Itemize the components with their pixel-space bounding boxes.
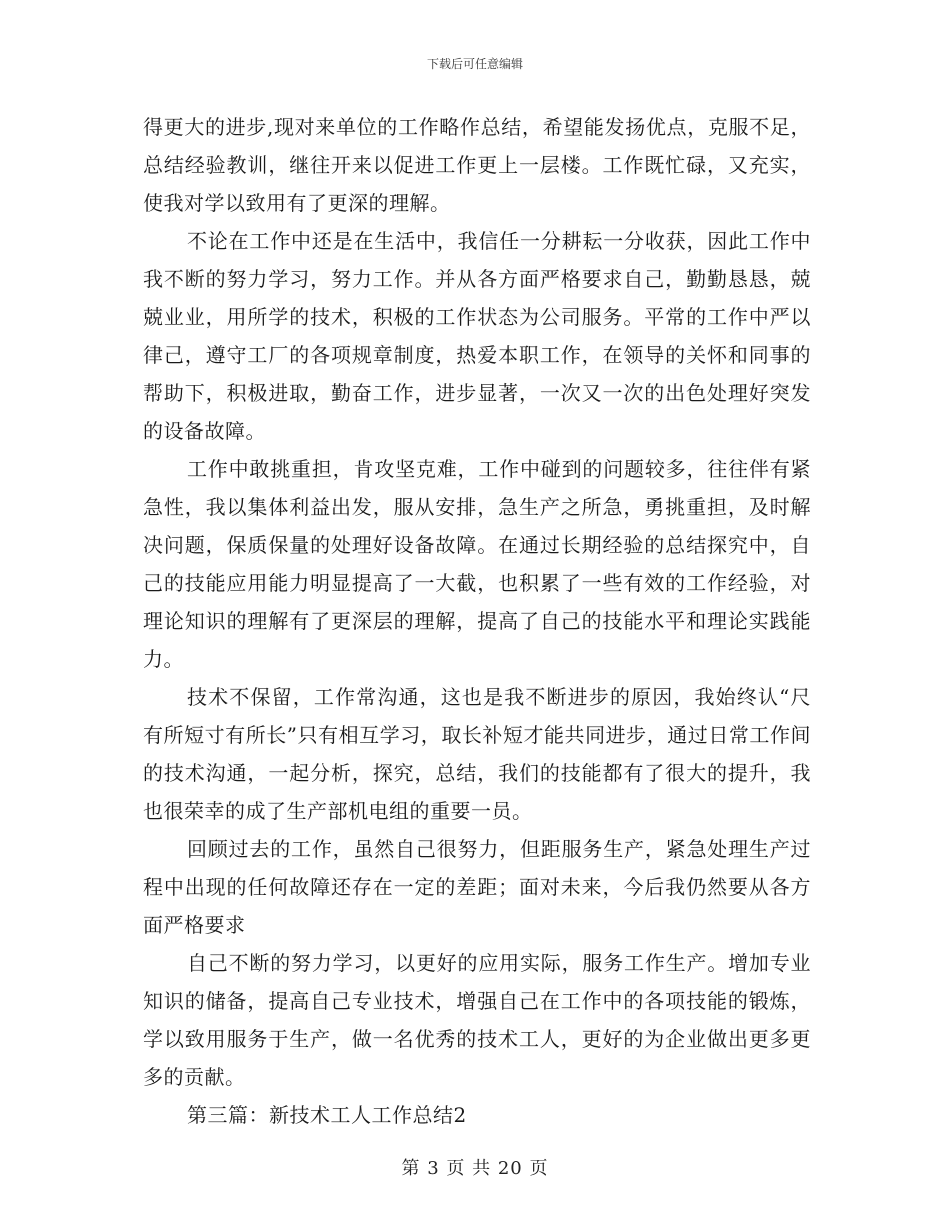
section-heading: 第三篇：新技术工人工作总结2 — [187, 1103, 467, 1127]
document-body — [143, 108, 811, 1134]
paragraph: 不论在工作中还是在生活中，我信任一分耕耘一分收获，因此工作中我不断的努力学习，努力工作。并从各方面严格要求自己，勤勤恳恳，兢兢业业，用所学的技术，积极的工作状态为公司服务。平常的工作中严以律己，遵守工厂的各项规章制度，热爱本职工作，在领导的关怀和同事的帮助下，积极进取，勤奋工作，进步显著，一次又一次的出色处理好突发的设备故障。 — [143, 229, 811, 443]
page-number-footer: 第 3 页 共 20 页 — [401, 1158, 549, 1179]
paragraph: 工作中敢挑重担，肯攻坚克难，工作中碰到的问题较多，往往伴有紧急性，我以集体利益出发，服从安排，急生产之所急，勇挑重担，及时解决问题，保质保量的处理好设备故障。在通过长期经验的总结探究中，自己的技能应用能力明显提高了一大截，也积累了一些有效的工作经验，对理论知识的理解有了更深层的理解，提高了自己的技能水平和理论实践能力。 — [143, 457, 811, 671]
page-header: 下载后可任意编辑 — [426, 57, 523, 71]
paragraph: 自己不断的努力学习，以更好的应用实际，服务工作生产。增加专业知识的储备，提高自己专业技术，增强自己在工作中的各项技能的锻炼，学以致用服务于生产，做一名优秀的技术工人，更好的为企业做出更多更多的贡献。 — [143, 951, 811, 1089]
paragraph-continuation: 得更大的进步,现对来单位的工作略作总结，希望能发扬优点，克服不足，总结经验教训，继往开来以促进工作更上一层楼。工作既忙碌，又充实，使我对学以致用有了更深的理解。 — [143, 115, 811, 215]
paragraph: 回顾过去的工作，虽然自己很努力，但距服务生产，紧急处理生产过程中出现的任何故障还存在一定的差距；面对未来，今后我仍然要从各方面严格要求 — [143, 837, 811, 937]
paragraph: 技术不保留，工作常沟通，这也是我不断进步的原因，我始终认“尺有所短寸有所长”只有相互学习，取长补短才能共同进步，通过日常工作间的技术沟通，一起分析，探究，总结，我们的技能都有了很大的提升，我也很荣幸的成了生产部机电组的重要一员。 — [143, 685, 811, 823]
